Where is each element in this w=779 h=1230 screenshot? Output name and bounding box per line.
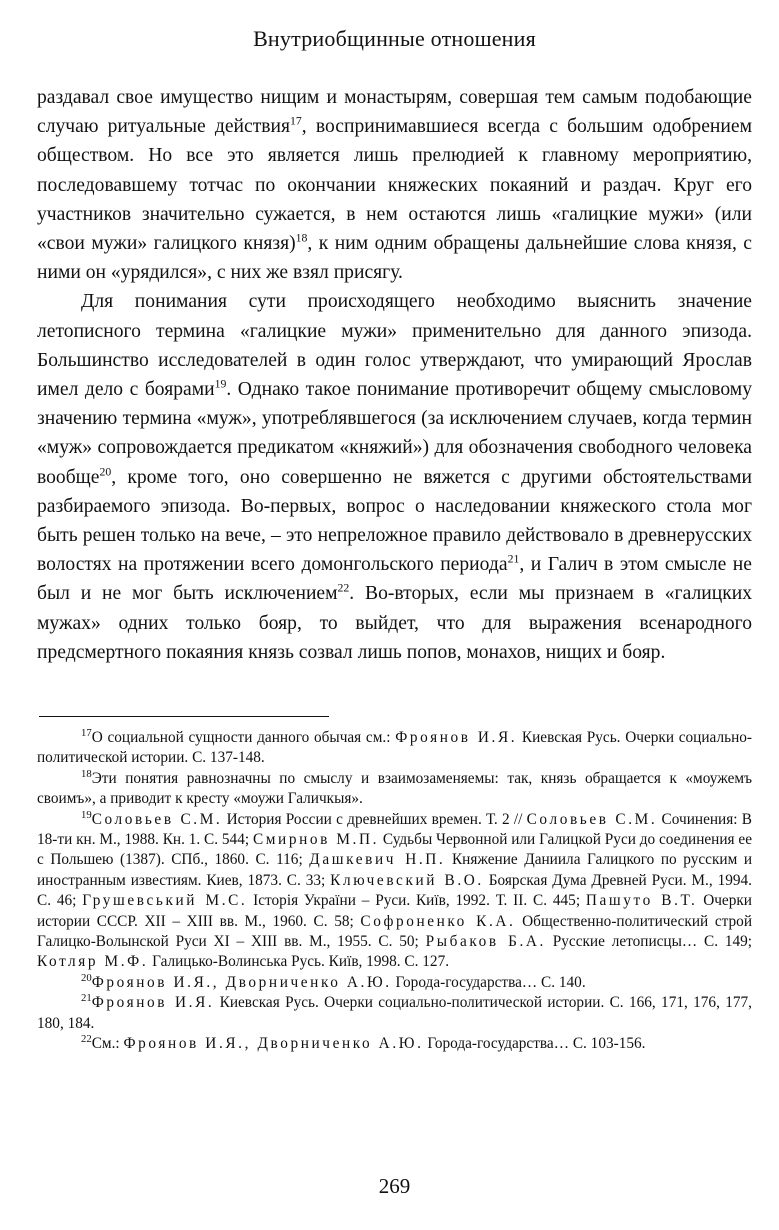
footnote-18 — [37, 769, 752, 810]
author-name: Смирнов М.П. — [252, 831, 380, 849]
footnote-text: Русские летописцы… С. 149; — [545, 933, 753, 951]
author-name: Фроянов И.Я. — [395, 729, 518, 746]
author-name: Рыбаков Б.А. — [425, 933, 546, 951]
running-header: Внутриобщинные отношения — [253, 26, 536, 51]
text-run: . Во-вторых, если мы признаем в «галицких мужах» одних только бояр, то выйдет, что для выражения всенародного предсмертного покаяния князь созвал лишь попов, монахов, нищих и бояр. — [37, 583, 752, 663]
author-name: Соловьев С.М. — [526, 810, 658, 828]
paragraph-1 — [37, 83, 752, 287]
footnote-number: 20 — [81, 971, 92, 984]
author-name: Фроянов И.Я., Дворниченко А.Ю. — [123, 1035, 424, 1053]
footnote-number: 17 — [81, 726, 92, 739]
footnote-text: Судьбы Червонной или Галицкой Руси до соединения ее с Польшею (1387). СПб., 1860. С. 116; — [37, 831, 752, 869]
footnotes — [37, 728, 752, 1055]
footnote-19 — [37, 810, 752, 973]
footnote-ref-18: 18 — [295, 231, 308, 245]
footnote-number: 22 — [81, 1033, 92, 1045]
footnote-text: Галицько-Волинська Русь. Київ, 1998. С. 127. — [148, 953, 450, 971]
author-name: Софроненко К.А. — [360, 912, 516, 930]
footnote-text: Города-государства… С. 140. — [391, 973, 586, 991]
footnote-text: Сочинения: В 18-ти кн. М., 1988. Кн. 1. С. 544; — [37, 810, 752, 849]
text-run: , кроме того, оно совершенно не вяжется с другими обстоятельствами разбираемого эпизода. Во-первых, вопрос о наследовании княжеского стола мог быть решен только на вече, – это непреложное правило действовало в древнерусских волостях на протяжении всего домонгольского периода — [37, 466, 752, 576]
footnote-text: Очерки истории СССР. XII – XIII вв. М., 1960. С. 58; — [37, 892, 752, 930]
footnote-ref-20: 20 — [99, 465, 112, 479]
text-run: , к ним одним обращены дальнейшие слова князя, с ними он «урядился», с них же взял присягу. — [37, 233, 753, 284]
author-name: Грушевський М.С. — [82, 892, 248, 910]
footnote-text: Киевская Русь. Очерки социально-политической истории. С. 137-148. — [37, 729, 752, 767]
text-run: , и Галич в этом смысле не был и не мог быть исключением — [37, 554, 752, 605]
footnote-text: Общественно-политический строй Галицко-Волынской Руси XI – XIII вв. М., 1955. С. 50; — [37, 912, 753, 951]
author-name: Соловьев С.М. — [91, 810, 223, 828]
footnote-ref-17: 17 — [290, 114, 302, 128]
footnote-text: О социальной сущности данного обычая см.: — [91, 729, 396, 746]
author-name: Пашуто В.Т. — [585, 892, 698, 910]
footnote-number: 18 — [81, 767, 92, 780]
text-run: раздавал свое имущество нищим и монастырям, совершая тем самым подобающие случаю ритуальные действия — [37, 87, 752, 138]
footnote-separator — [39, 716, 329, 717]
book-page — [37, 0, 752, 1230]
footnote-text: Княжение Даниила Галицкого по русским и иностранным известиям. Киев, 1873. С. 33; — [37, 851, 753, 889]
author-name: Дашкевич Н.П. — [309, 851, 446, 869]
author-name: Фроянов И.Я., Дворниченко А.Ю. — [91, 973, 392, 991]
footnote-17 — [37, 728, 752, 769]
footnote-ref-19: 19 — [214, 377, 227, 391]
footnote-text: Киевская Русь. Очерки социально-политической истории. С. 166, 171, 176, 177, 180, 184. — [37, 994, 752, 1032]
footnote-number: 19 — [81, 808, 92, 821]
text-run: , воспринимавшиеся всегда с большим одобрением обществом. Но все это является лишь прелюдией к главному мероприятию, последовавшему тотчас по окончании княжеских покаяний и раздач. Круг его участников значительно сужается, в нем остаются лишь «галицкие мужи» (или «свои мужи» галицкого князя) — [37, 116, 752, 255]
footnote-number: 21 — [81, 992, 92, 1005]
footnote-text: См.: — [91, 1035, 124, 1053]
footnote-text: Історія України – Руси. Київ, 1992. Т. II. С. 445; — [247, 892, 586, 910]
text-run: . Однако такое понимание противоречит общему смысловому значению термина «муж», употреблявшегося (за исключением случаев, когда термин «муж» сопровождается предикатом «княжий») для обозначения свободного человека вообще — [37, 379, 753, 488]
footnote-text: Эти понятия равнозначны по смыслу и взаимозаменяемы: так, князь обращается к «моужемъ своимъ», а приводит к кресту «моужи Галичкыя». — [37, 769, 752, 808]
author-name: Фроянов И.Я. — [91, 994, 215, 1012]
footnote-ref-21: 21 — [507, 552, 520, 566]
footnote-text: Города-государства… С. 103-156. — [423, 1035, 646, 1053]
text-run: Для понимания сути происходящего необходимо выяснить значение летописного термина «галицкие мужи» применительно для данного эпизода. Большинство исследователей в один голос утверждают, что умирающий Ярослав имел дело с боярами — [37, 291, 752, 401]
footnote-text: Боярская Дума Древней Руси. М., 1994. С. 46; — [37, 871, 752, 910]
footnote-20 — [37, 973, 752, 993]
footnote-ref-22: 22 — [337, 581, 350, 595]
paragraph-2 — [37, 287, 752, 667]
main-text — [37, 83, 752, 667]
footnote-21 — [37, 993, 752, 1034]
author-name: Котляр М.Ф. — [37, 953, 149, 971]
page-number: 269 — [378, 1174, 411, 1198]
footnote-text: История России с древнейших времен. Т. 2 // — [222, 810, 527, 828]
footnote-22 — [37, 1034, 752, 1054]
author-name: Ключевский В.О. — [330, 871, 484, 889]
